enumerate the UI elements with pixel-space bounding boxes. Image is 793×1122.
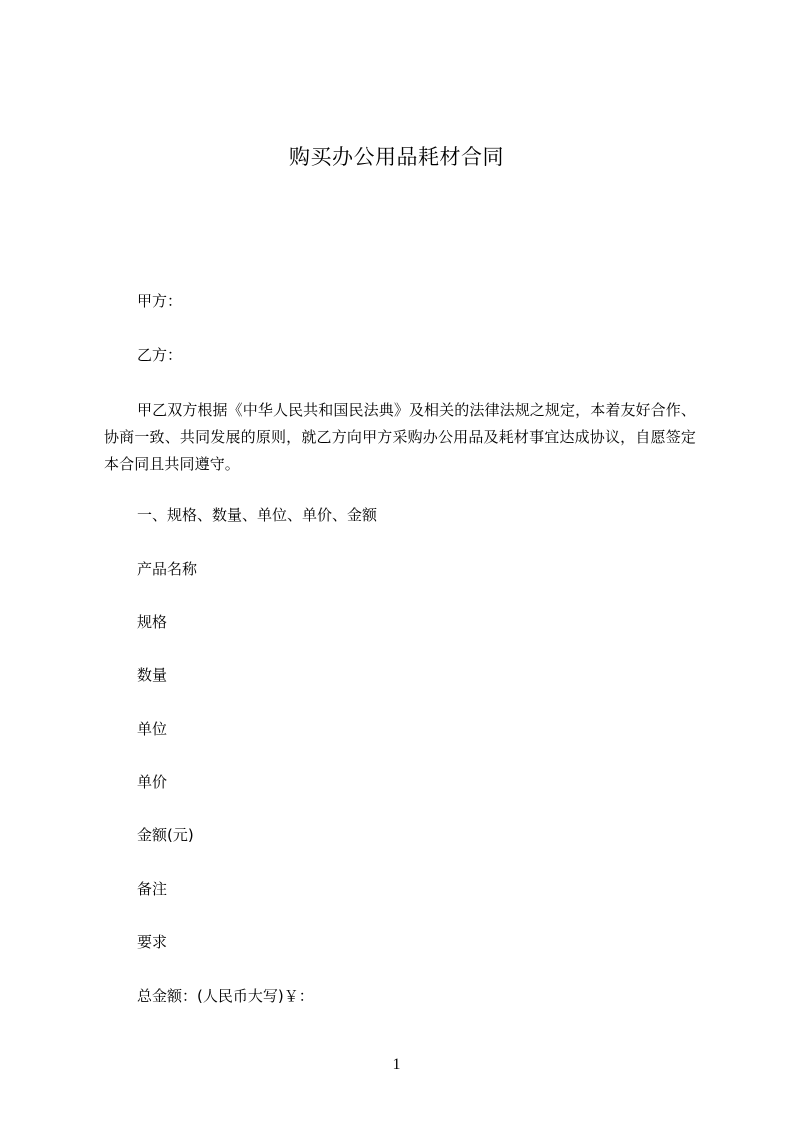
section-1-heading: 一、规格、数量、单位、单价、金额: [137, 506, 378, 524]
field-quantity: 数量: [137, 666, 168, 684]
party-b-label: 乙方：: [137, 346, 183, 364]
field-product-name: 产品名称: [137, 560, 198, 578]
field-amount: 金额(元): [137, 826, 194, 844]
total-amount-line: 总金额：(人民币大写)￥：: [137, 987, 314, 1005]
intro-paragraph: 甲乙双方根据《中华人民共和国民法典》及相关的法律法规之规定，本着友好合作、协商一致、共同发展的原则，就乙方向甲方采购办公用品及耗材事宜达成协议，自愿签定本合同且共同遵守。: [104, 401, 696, 473]
field-unit: 单位: [137, 720, 168, 738]
field-requirements: 要求: [137, 933, 168, 951]
page-number: 1: [392, 1056, 401, 1073]
field-remarks: 备注: [137, 880, 168, 898]
party-a-label: 甲方：: [137, 292, 183, 310]
field-unit-price: 单价: [137, 773, 168, 791]
document-title: 购买办公用品耗材合同: [289, 145, 504, 169]
field-specification: 规格: [137, 613, 168, 631]
